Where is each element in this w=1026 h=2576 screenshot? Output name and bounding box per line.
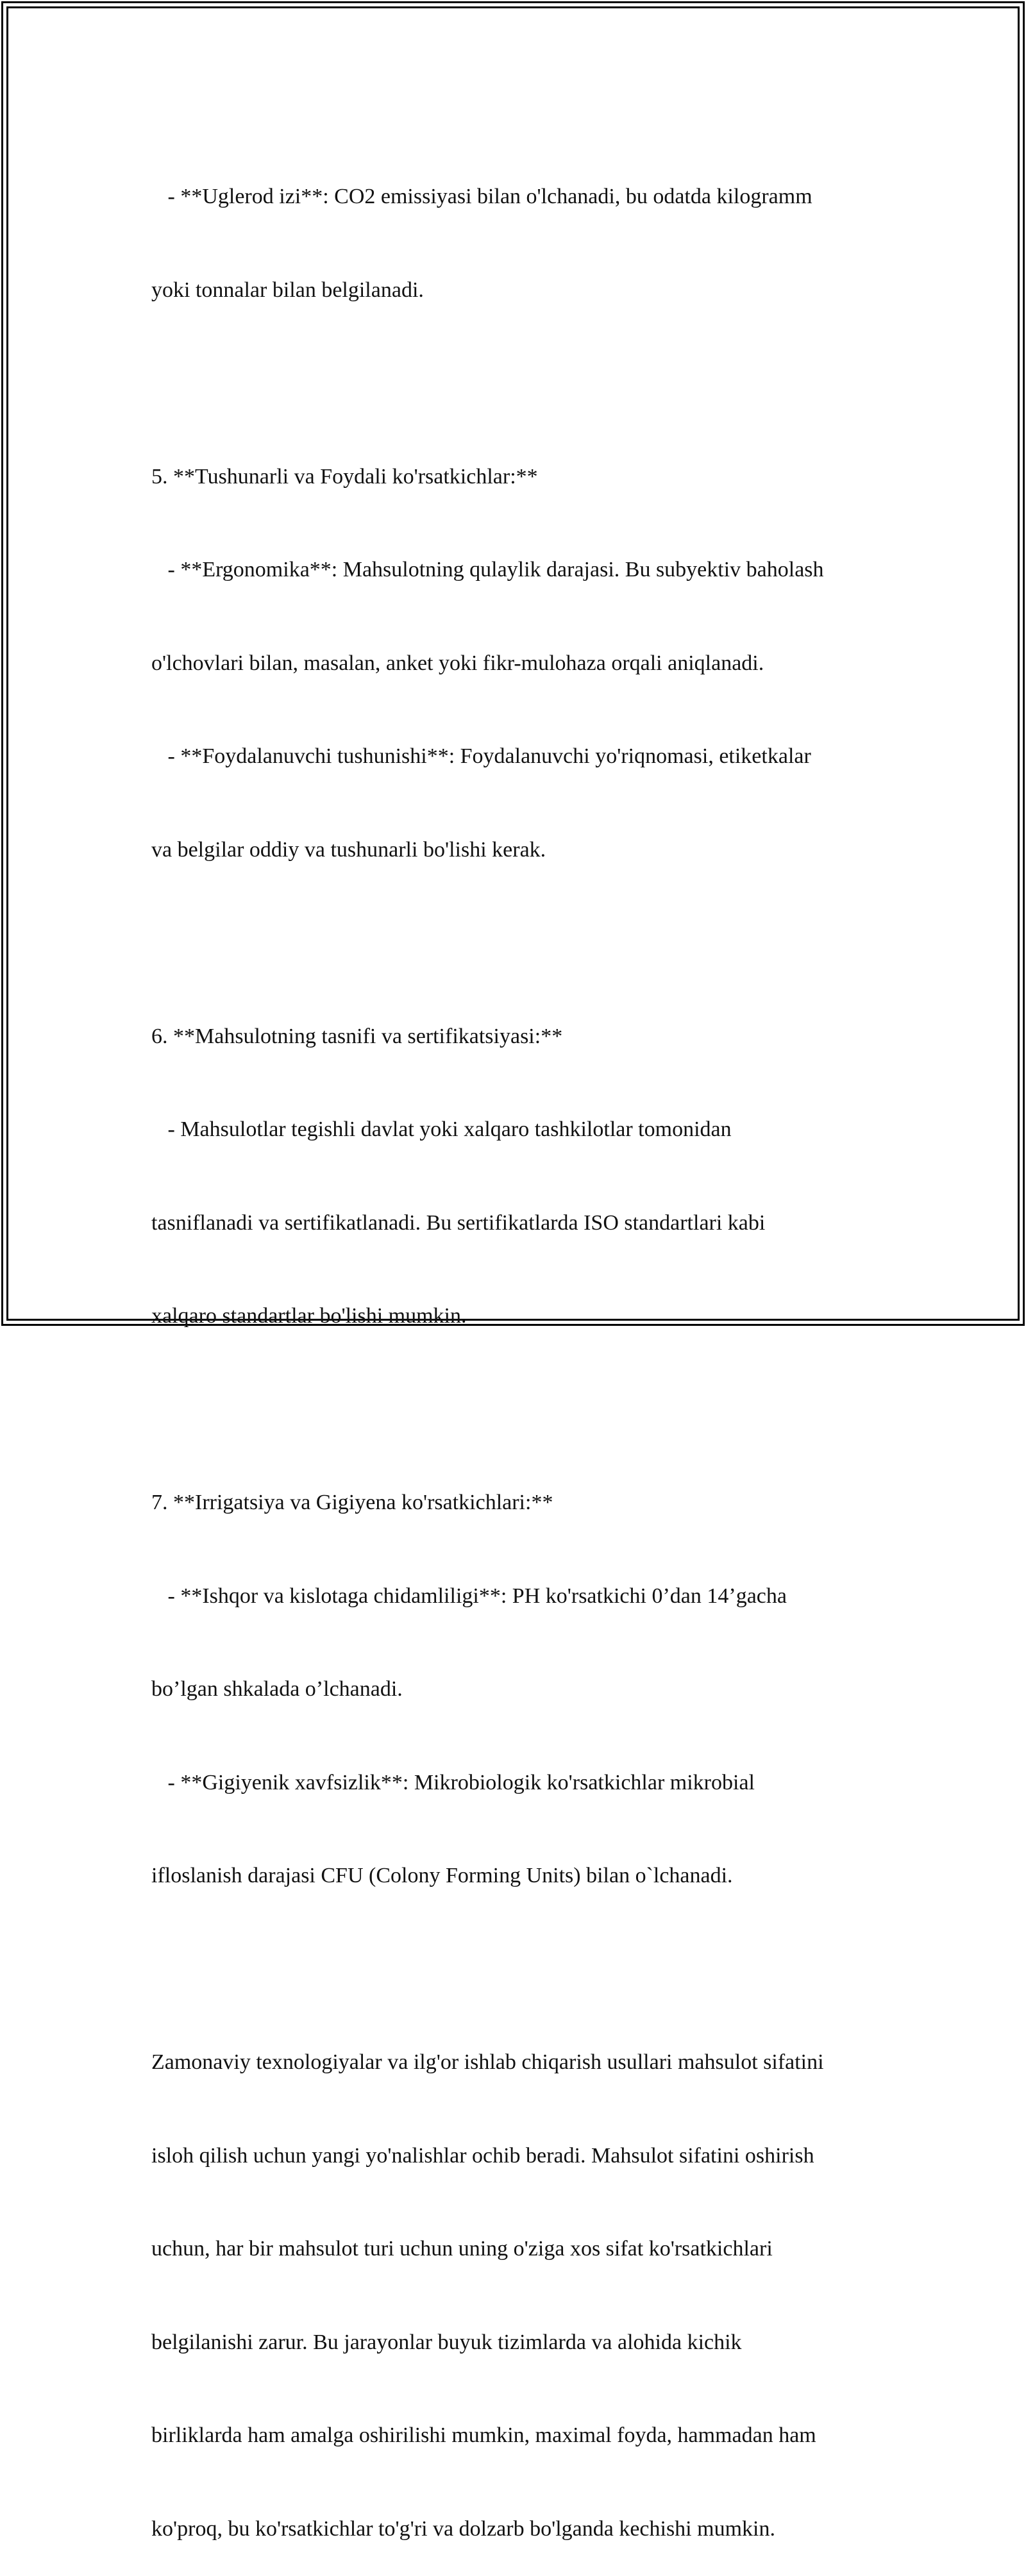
conclusion-line: isloh qilish uchun yangi yo'nalishlar ochib beradi. Mahsulot sifatini oshirish xyxy=(151,2143,814,2168)
section-heading: 7. **Irrigatsiya va Gigiyena ko'rsatkichlari:** xyxy=(151,1491,553,1514)
text-line: va belgilar oddiy va tushunarli bo'lishi kerak. xyxy=(151,837,546,862)
text-line: ifloslanish darajasi CFU (Colony Forming Units) bilan o`lchanadi. xyxy=(151,1864,733,1887)
paragraph-gap xyxy=(151,1394,882,1426)
conclusion-line: ko'proq, bu ko'rsatkichlar to'g'ri va dolzarb bo'lganda kechishi mumkin. xyxy=(151,2516,775,2541)
text-line: xalqaro standartlar bo'lishi mumkin. xyxy=(151,1304,467,1328)
text-line: yoki tonnalar bilan belgilanadi. xyxy=(151,278,424,302)
text-line: - Mahsulotlar tegishli davlat yoki xalqaro tashkilotlar tomonidan xyxy=(151,1117,732,1141)
conclusion-line: Zamonaviy texnologiyalar va ilg'or ishlab chiqarish usullari mahsulot sifatini xyxy=(151,2050,824,2074)
paragraph-gap xyxy=(151,928,882,959)
text-line: - **Ishqor va kislotaga chidamliligi**: PH ko'rsatkichi 0’dan 14’gacha xyxy=(151,1584,787,1608)
text-line: tasniflanadi va sertifikatlanadi. Bu sertifikatlarda ISO standartlari kabi xyxy=(151,1210,766,1235)
text-line: o'lchovlari bilan, masalan, anket yoki fikr-mulohaza orqali aniqlanadi. xyxy=(151,651,764,675)
section-heading: 5. **Tushunarli va Foydali ko'rsatkichlar:** xyxy=(151,464,538,489)
conclusion-line: uchun, har bir mahsulot turi uchun uning o'ziga xos sifat ko'rsatkichlari xyxy=(151,2237,773,2261)
conclusion-line: birliklarda ham amalga oshirilishi mumkin, maximal foyda, hammadan ham xyxy=(151,2423,816,2447)
text-line: - **Gigiyenik xavfsizlik**: Mikrobiologik ko'rsatkichlar mikrobial xyxy=(151,1770,755,1794)
text-line: bo’lgan shkalada o’lchanadi. xyxy=(151,1677,403,1701)
conclusion-line: belgilanishi zarur. Bu jarayonlar buyuk tizimlarda va alohida kichik xyxy=(151,2330,742,2354)
text-line: - **Uglerod izi**: CO2 emissiyasi bilan o'lchanadi, bu odatda kilogramm xyxy=(151,185,812,208)
document-body xyxy=(151,119,882,2576)
paragraph-gap xyxy=(151,368,882,399)
text-line: - **Ergonomika**: Mahsulotning qulaylik darajasi. Bu subyektiv baholash xyxy=(151,558,824,581)
section-heading: 6. **Mahsulotning tasnifi va sertifikatsiyasi:** xyxy=(151,1024,563,1048)
paragraph-gap xyxy=(151,1954,882,1986)
text-line: - **Foydalanuvchi tushunishi**: Foydalanuvchi yo'riqnomasi, etiketkalar xyxy=(151,744,811,768)
